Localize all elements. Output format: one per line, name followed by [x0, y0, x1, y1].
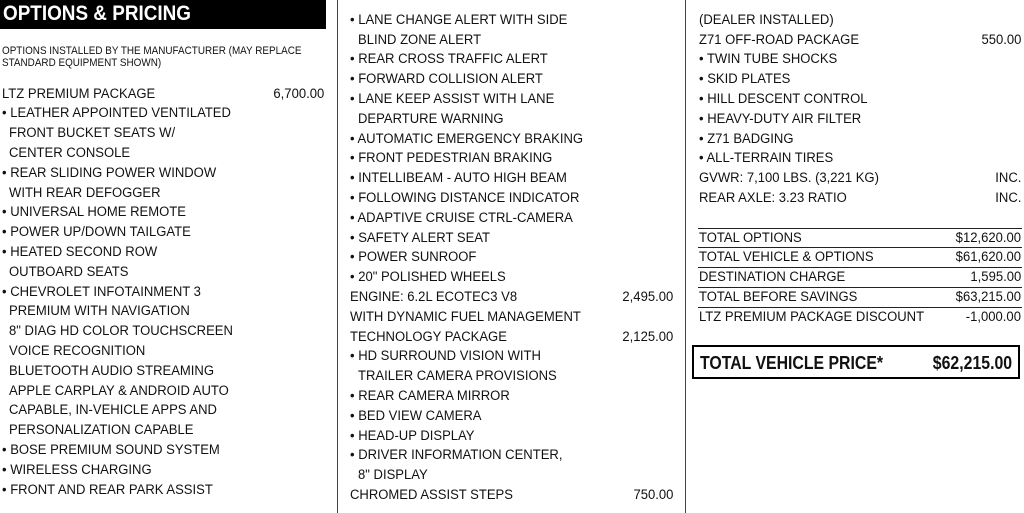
list-item: • LANE CHANGE ALERT WITH SIDE — [350, 12, 568, 28]
list-item: • TWIN TUBE SHOCKS — [699, 51, 838, 67]
total-options-price: $12,620.00 — [955, 230, 1021, 246]
list-item: APPLE CARPLAY & ANDROID AUTO — [9, 383, 229, 399]
z71-package-price: 550.00 — [981, 32, 1021, 48]
list-item: • HEATED SECOND ROW — [2, 244, 158, 260]
list-item: • BED VIEW CAMERA — [350, 408, 482, 424]
column-divider-2 — [685, 0, 686, 513]
list-item: VOICE RECOGNITION — [9, 343, 146, 359]
list-item: 8" DIAG HD COLOR TOUCHSCREEN — [9, 323, 233, 339]
list-item: • FRONT AND REAR PARK ASSIST — [2, 482, 213, 498]
gvwr-value: INC. — [994, 170, 1021, 186]
tech-package-price: 2,125.00 — [622, 329, 673, 345]
list-item: • LANE KEEP ASSIST WITH LANE — [350, 91, 555, 107]
section-header — [0, 0, 326, 29]
list-item: • FORWARD COLLISION ALERT — [350, 71, 543, 87]
intro-line-2: STANDARD EQUIPMENT SHOWN) — [2, 57, 162, 69]
engine-sub: WITH DYNAMIC FUEL MANAGEMENT — [350, 309, 581, 325]
list-item: • CHEVROLET INFOTAINMENT 3 — [2, 284, 201, 300]
rear-axle-label: REAR AXLE: 3.23 RATIO — [699, 190, 847, 206]
discount-label: LTZ PREMIUM PACKAGE DISCOUNT — [699, 309, 925, 325]
list-item: • ALL-TERRAIN TIRES — [699, 150, 834, 166]
list-item: BLIND ZONE ALERT — [358, 32, 482, 48]
list-item: • FOLLOWING DISTANCE INDICATOR — [350, 190, 580, 206]
total-vehicle-options-label: TOTAL VEHICLE & OPTIONS — [699, 249, 874, 265]
grand-total-label: TOTAL VEHICLE PRICE* — [700, 353, 884, 373]
list-item: DEPARTURE WARNING — [358, 111, 504, 127]
list-item: • AUTOMATIC EMERGENCY BRAKING — [350, 131, 584, 147]
engine-price: 2,495.00 — [622, 289, 673, 305]
grand-total-price: $62,215.00 — [932, 353, 1012, 373]
list-item: • HEAD-UP DISPLAY — [350, 428, 475, 444]
list-item: • POWER UP/DOWN TAILGATE — [2, 224, 191, 240]
engine-label: ENGINE: 6.2L ECOTEC3 V8 — [350, 289, 518, 305]
dealer-installed-label: (DEALER INSTALLED) — [699, 12, 834, 28]
list-item: • REAR CROSS TRAFFIC ALERT — [350, 51, 548, 67]
list-item: CAPABLE, IN-VEHICLE APPS AND — [9, 402, 217, 418]
list-item: PREMIUM WITH NAVIGATION — [9, 303, 190, 319]
rule-line — [698, 228, 1022, 229]
ltz-package-label: LTZ PREMIUM PACKAGE — [2, 86, 156, 102]
list-item: • POWER SUNROOF — [350, 249, 477, 265]
column-divider-1 — [337, 0, 338, 513]
grand-total-box — [692, 345, 1020, 379]
list-item: • SKID PLATES — [699, 71, 791, 87]
list-item: OUTBOARD SEATS — [9, 264, 129, 280]
list-item: • INTELLIBEAM - AUTO HIGH BEAM — [350, 170, 567, 186]
list-item: • Z71 BADGING — [699, 131, 794, 147]
total-before-savings-label: TOTAL BEFORE SAVINGS — [699, 289, 858, 305]
z71-package-label: Z71 OFF-ROAD PACKAGE — [699, 32, 860, 48]
list-item: • HD SURROUND VISION WITH — [350, 348, 541, 364]
list-item: • 20" POLISHED WHEELS — [350, 269, 506, 285]
list-item: 8" DISPLAY — [358, 467, 428, 483]
list-item: TRAILER CAMERA PROVISIONS — [358, 368, 557, 384]
assist-steps-label: CHROMED ASSIST STEPS — [350, 487, 513, 503]
gvwr-label: GVWR: 7,100 LBS. (3,221 KG) — [699, 170, 879, 186]
ltz-package-price: 6,700.00 — [273, 86, 324, 102]
assist-steps-price: 750.00 — [633, 487, 673, 503]
list-item: PERSONALIZATION CAPABLE — [9, 422, 194, 438]
tech-package-label: TECHNOLOGY PACKAGE — [350, 329, 507, 345]
list-item: • LEATHER APPOINTED VENTILATED — [2, 105, 231, 121]
section-title: OPTIONS & PRICING — [3, 2, 191, 25]
list-item: • REAR SLIDING POWER WINDOW — [2, 165, 217, 181]
list-item: BLUETOOTH AUDIO STREAMING — [9, 363, 215, 379]
list-item: • REAR CAMERA MIRROR — [350, 388, 510, 404]
total-options-label: TOTAL OPTIONS — [699, 230, 802, 246]
destination-charge-price: 1,595.00 — [970, 269, 1021, 285]
list-item: • FRONT PEDESTRIAN BRAKING — [350, 150, 553, 166]
list-item: FRONT BUCKET SEATS W/ — [9, 125, 176, 141]
list-item: • HILL DESCENT CONTROL — [699, 91, 868, 107]
list-item: CENTER CONSOLE — [9, 145, 131, 161]
total-vehicle-options-price: $61,620.00 — [955, 249, 1021, 265]
list-item: WITH REAR DEFOGGER — [9, 185, 161, 201]
destination-charge-label: DESTINATION CHARGE — [699, 269, 846, 285]
list-item: • SAFETY ALERT SEAT — [350, 230, 490, 246]
list-item: • BOSE PREMIUM SOUND SYSTEM — [2, 442, 220, 458]
discount-price: -1,000.00 — [965, 309, 1021, 325]
rear-axle-value: INC. — [994, 190, 1021, 206]
list-item: • WIRELESS CHARGING — [2, 462, 152, 478]
list-item: • HEAVY-DUTY AIR FILTER — [699, 111, 862, 127]
list-item: • UNIVERSAL HOME REMOTE — [2, 204, 186, 220]
list-item: • ADAPTIVE CRUISE CTRL-CAMERA — [350, 210, 573, 226]
list-item: • DRIVER INFORMATION CENTER, — [350, 447, 563, 463]
total-before-savings-price: $63,215.00 — [955, 289, 1021, 305]
intro-line-1: OPTIONS INSTALLED BY THE MANUFACTURER (MAY REPLACE — [2, 45, 302, 57]
